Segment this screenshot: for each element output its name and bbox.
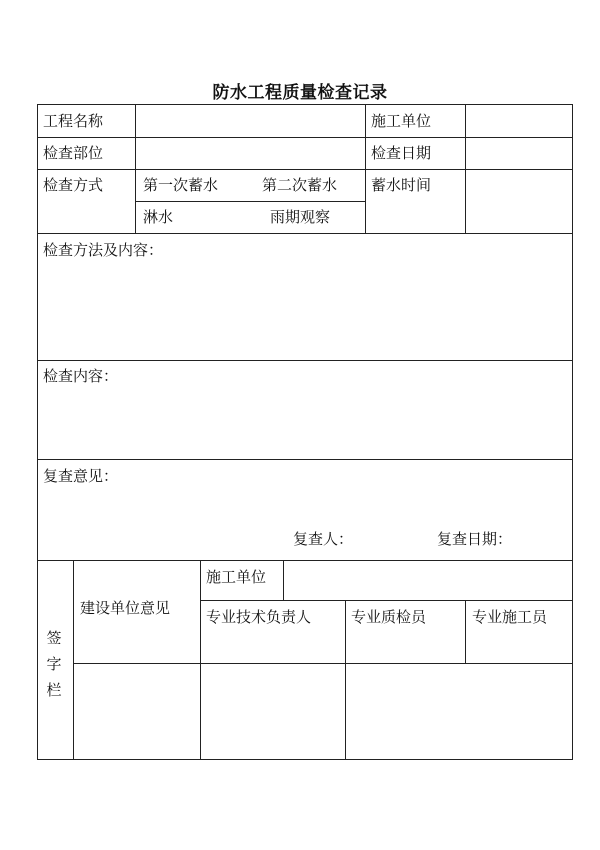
review-opinion-label: 复查意见： (43, 467, 119, 485)
owner-opinion-label: 建设单位意见 (80, 599, 171, 617)
row-divider (37, 137, 573, 138)
constructor-label: 专业施工员 (472, 608, 548, 626)
row-divider (37, 360, 573, 361)
inspection-part-label: 检查部位 (43, 144, 104, 162)
col-divider (135, 104, 136, 233)
storage-time-label: 蓄水时间 (371, 176, 432, 194)
sign-construction-unit-label: 施工单位 (206, 568, 267, 586)
quality-inspector-label: 专业质检员 (351, 608, 427, 626)
review-date-label: 复查日期： (437, 530, 513, 548)
row-divider (37, 169, 573, 170)
signature-char: 字 (46, 655, 62, 673)
col-divider (465, 600, 466, 663)
page-title: 防水工程质量检查记录 (212, 83, 388, 103)
row-divider (37, 459, 573, 460)
inspection-method-label: 检查方式 (43, 176, 104, 194)
col-divider (73, 560, 74, 760)
tech-lead-label: 专业技术负责人 (206, 608, 312, 626)
row-divider (37, 560, 573, 561)
col-divider (200, 560, 201, 760)
inspection-content-label: 检查内容： (43, 367, 119, 385)
option-spray: 淋水 (143, 208, 174, 226)
col-divider (465, 104, 466, 233)
reviewer-label: 复查人： (293, 530, 354, 548)
method-content-label: 检查方法及内容： (43, 241, 164, 259)
option-first-storage: 第一次蓄水 (143, 176, 219, 194)
construction-unit-label: 施工单位 (371, 112, 432, 130)
signature-char: 签 (46, 629, 62, 647)
col-divider (365, 104, 366, 233)
row-divider (37, 233, 573, 234)
row-divider (200, 600, 573, 601)
row-divider (135, 201, 365, 202)
col-divider (345, 600, 346, 760)
option-rain: 雨期观察 (270, 208, 331, 226)
project-name-label: 工程名称 (43, 112, 104, 130)
option-second-storage: 第二次蓄水 (262, 176, 338, 194)
row-divider (73, 663, 573, 664)
col-divider (283, 560, 284, 600)
signature-column-label (44, 625, 64, 703)
form-table (37, 104, 573, 760)
inspection-date-label: 检查日期 (371, 144, 432, 162)
signature-char: 栏 (46, 681, 62, 699)
